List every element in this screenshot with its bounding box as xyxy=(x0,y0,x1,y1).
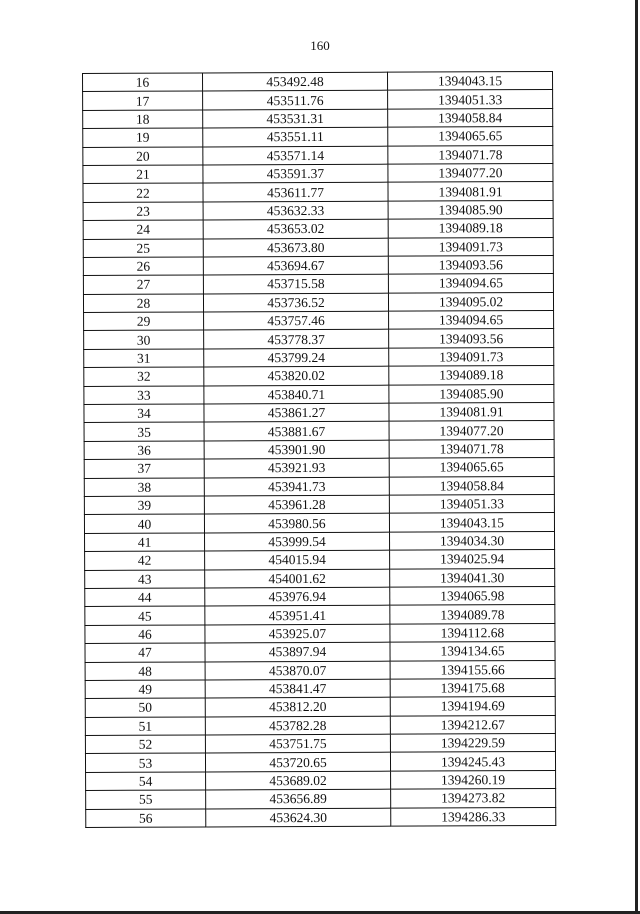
table-row xyxy=(85,715,555,735)
table-row xyxy=(86,789,556,809)
point-number-cell: 37 xyxy=(84,459,204,478)
table-row xyxy=(85,678,555,698)
point-number-cell: 40 xyxy=(84,514,204,533)
x-coordinate-cell: 453951.41 xyxy=(205,605,390,624)
y-coordinate-cell: 1394043.15 xyxy=(387,71,552,90)
y-coordinate-cell: 1394085.90 xyxy=(388,200,553,219)
y-coordinate-cell: 1394286.33 xyxy=(391,807,556,826)
table-row xyxy=(83,274,553,294)
x-coordinate-cell: 453870.07 xyxy=(205,661,390,680)
x-coordinate-cell: 453925.07 xyxy=(205,624,390,643)
x-coordinate-cell: 453820.02 xyxy=(204,366,389,385)
point-number-cell: 35 xyxy=(84,422,204,441)
point-number-cell: 43 xyxy=(85,570,205,589)
table-row xyxy=(84,439,554,459)
table-row xyxy=(83,182,553,202)
y-coordinate-cell: 1394065.65 xyxy=(388,127,553,146)
y-coordinate-cell: 1394194.69 xyxy=(390,697,555,716)
y-coordinate-cell: 1394093.56 xyxy=(389,329,554,348)
y-coordinate-cell: 1394089.18 xyxy=(389,366,554,385)
table-row xyxy=(85,531,555,551)
y-coordinate-cell: 1394175.68 xyxy=(390,678,555,697)
table-row xyxy=(84,458,554,478)
table-row xyxy=(83,237,553,257)
point-number-cell: 45 xyxy=(85,606,205,625)
x-coordinate-cell: 453656.89 xyxy=(206,789,391,808)
point-number-cell: 46 xyxy=(85,625,205,644)
point-number-cell: 18 xyxy=(83,110,203,129)
y-coordinate-cell: 1394034.30 xyxy=(390,531,555,550)
y-coordinate-cell: 1394112.68 xyxy=(390,623,555,642)
x-coordinate-cell: 453799.24 xyxy=(204,348,389,367)
table-row xyxy=(83,90,553,110)
x-coordinate-cell: 453961.28 xyxy=(204,495,389,514)
x-coordinate-cell: 453778.37 xyxy=(204,330,389,349)
point-number-cell: 53 xyxy=(85,753,205,772)
table-row xyxy=(85,697,555,717)
point-number-cell: 47 xyxy=(85,643,205,662)
point-number-cell: 28 xyxy=(83,294,203,313)
x-coordinate-cell: 453611.77 xyxy=(203,183,388,202)
table-row xyxy=(85,550,555,570)
x-coordinate-cell: 453624.30 xyxy=(206,808,391,827)
page-edge-right xyxy=(635,0,638,914)
table-row xyxy=(85,642,555,662)
y-coordinate-cell: 1394043.15 xyxy=(389,513,554,532)
coordinate-table xyxy=(82,71,556,828)
x-coordinate-cell: 453861.27 xyxy=(204,403,389,422)
x-coordinate-cell: 453782.28 xyxy=(205,716,390,735)
point-number-cell: 42 xyxy=(85,551,205,570)
y-coordinate-cell: 1394089.78 xyxy=(390,605,555,624)
y-coordinate-cell: 1394065.98 xyxy=(390,586,555,605)
y-coordinate-cell: 1394071.78 xyxy=(389,439,554,458)
point-number-cell: 33 xyxy=(84,386,204,405)
table-row xyxy=(85,734,555,754)
y-coordinate-cell: 1394041.30 xyxy=(390,568,555,587)
point-number-cell: 50 xyxy=(85,698,205,717)
y-coordinate-cell: 1394051.33 xyxy=(388,90,553,109)
y-coordinate-cell: 1394058.84 xyxy=(389,476,554,495)
table-row xyxy=(85,752,555,772)
y-coordinate-cell: 1394273.82 xyxy=(391,789,556,808)
point-number-cell: 55 xyxy=(86,790,206,809)
page-number: 160 xyxy=(310,38,330,53)
table-row xyxy=(83,127,553,147)
point-number-cell: 39 xyxy=(84,496,204,515)
point-number-cell: 54 xyxy=(86,772,206,791)
table-row xyxy=(85,623,555,643)
x-coordinate-cell: 454001.62 xyxy=(205,569,390,588)
x-coordinate-cell: 453897.94 xyxy=(205,642,390,661)
point-number-cell: 38 xyxy=(84,478,204,497)
point-number-cell: 30 xyxy=(84,330,204,349)
y-coordinate-cell: 1394093.56 xyxy=(388,255,553,274)
y-coordinate-cell: 1394081.91 xyxy=(388,182,553,201)
x-coordinate-cell: 453653.02 xyxy=(203,219,388,238)
x-coordinate-cell: 453571.14 xyxy=(203,146,388,165)
y-coordinate-cell: 1394229.59 xyxy=(390,734,555,753)
table-row xyxy=(84,513,554,533)
y-coordinate-cell: 1394155.66 xyxy=(390,660,555,679)
point-number-cell: 29 xyxy=(84,312,204,331)
y-coordinate-cell: 1394051.33 xyxy=(389,494,554,513)
point-number-cell: 51 xyxy=(85,717,205,736)
point-number-cell: 34 xyxy=(84,404,204,423)
y-coordinate-cell: 1394260.19 xyxy=(391,770,556,789)
table-row xyxy=(84,347,554,367)
y-coordinate-cell: 1394094.65 xyxy=(388,274,553,293)
y-coordinate-cell: 1394077.20 xyxy=(389,421,554,440)
table-row xyxy=(86,807,556,827)
point-number-cell: 26 xyxy=(83,257,203,276)
point-number-cell: 23 xyxy=(83,202,203,221)
table-row xyxy=(83,292,553,312)
y-coordinate-cell: 1394094.65 xyxy=(389,311,554,330)
point-number-cell: 41 xyxy=(85,533,205,552)
x-coordinate-cell: 453736.52 xyxy=(203,293,388,312)
x-coordinate-cell: 453841.47 xyxy=(205,679,390,698)
x-coordinate-cell: 453492.48 xyxy=(203,72,388,91)
x-coordinate-cell: 453511.76 xyxy=(203,91,388,110)
x-coordinate-cell: 453689.02 xyxy=(206,771,391,790)
point-number-cell: 16 xyxy=(83,73,203,92)
x-coordinate-cell: 453751.75 xyxy=(205,734,390,753)
point-number-cell: 24 xyxy=(83,220,203,239)
table-row xyxy=(84,476,554,496)
point-number-cell: 32 xyxy=(84,367,204,386)
table-row xyxy=(85,660,555,680)
y-coordinate-cell: 1394058.84 xyxy=(388,108,553,127)
x-coordinate-cell: 453980.56 xyxy=(204,514,389,533)
point-number-cell: 44 xyxy=(85,588,205,607)
x-coordinate-cell: 453921.93 xyxy=(204,458,389,477)
y-coordinate-cell: 1394245.43 xyxy=(390,752,555,771)
table-row xyxy=(83,145,553,165)
table-row xyxy=(85,586,555,606)
x-coordinate-cell: 453673.80 xyxy=(203,238,388,257)
table-row xyxy=(85,605,555,625)
table-row xyxy=(84,421,554,441)
x-coordinate-cell: 453999.54 xyxy=(205,532,390,551)
x-coordinate-cell: 453812.20 xyxy=(205,697,390,716)
y-coordinate-cell: 1394091.73 xyxy=(388,237,553,256)
y-coordinate-cell: 1394065.65 xyxy=(389,458,554,477)
x-coordinate-cell: 453551.11 xyxy=(203,127,388,146)
x-coordinate-cell: 453694.67 xyxy=(203,256,388,275)
y-coordinate-cell: 1394091.73 xyxy=(389,347,554,366)
y-coordinate-cell: 1394071.78 xyxy=(388,145,553,164)
x-coordinate-cell: 453720.65 xyxy=(205,753,390,772)
point-number-cell: 25 xyxy=(83,238,203,257)
table-row xyxy=(83,255,553,275)
point-number-cell: 48 xyxy=(85,661,205,680)
point-number-cell: 52 xyxy=(85,735,205,754)
point-number-cell: 49 xyxy=(85,680,205,699)
point-number-cell: 27 xyxy=(83,275,203,294)
table-row xyxy=(84,402,554,422)
table-row xyxy=(83,219,553,239)
x-coordinate-cell: 453531.31 xyxy=(203,109,388,128)
y-coordinate-cell: 1394134.65 xyxy=(390,642,555,661)
point-number-cell: 20 xyxy=(83,147,203,166)
table-row xyxy=(86,770,556,790)
point-number-cell: 22 xyxy=(83,183,203,202)
x-coordinate-cell: 453976.94 xyxy=(205,587,390,606)
point-number-cell: 36 xyxy=(84,441,204,460)
table-row xyxy=(83,163,553,183)
x-coordinate-cell: 453881.67 xyxy=(204,422,389,441)
x-coordinate-cell: 453757.46 xyxy=(204,311,389,330)
table-row xyxy=(84,366,554,386)
x-coordinate-cell: 453941.73 xyxy=(204,477,389,496)
x-coordinate-cell: 453591.37 xyxy=(203,164,388,183)
x-coordinate-cell: 453632.33 xyxy=(203,201,388,220)
y-coordinate-cell: 1394025.94 xyxy=(390,550,555,569)
point-number-cell: 21 xyxy=(83,165,203,184)
y-coordinate-cell: 1394081.91 xyxy=(389,402,554,421)
table-row xyxy=(83,200,553,220)
table-row xyxy=(83,71,553,91)
y-coordinate-cell: 1394085.90 xyxy=(389,384,554,403)
point-number-cell: 31 xyxy=(84,349,204,368)
x-coordinate-cell: 453901.90 xyxy=(204,440,389,459)
table-row xyxy=(84,494,554,514)
y-coordinate-cell: 1394077.20 xyxy=(388,163,553,182)
table-row xyxy=(84,384,554,404)
coordinate-table-body xyxy=(83,71,556,827)
x-coordinate-cell: 453715.58 xyxy=(203,274,388,293)
table-row xyxy=(83,108,553,128)
point-number-cell: 19 xyxy=(83,128,203,147)
y-coordinate-cell: 1394212.67 xyxy=(390,715,555,734)
table-row xyxy=(84,329,554,349)
y-coordinate-cell: 1394089.18 xyxy=(388,219,553,238)
table-row xyxy=(84,311,554,331)
x-coordinate-cell: 454015.94 xyxy=(205,550,390,569)
x-coordinate-cell: 453840.71 xyxy=(204,385,389,404)
table-row xyxy=(85,568,555,588)
y-coordinate-cell: 1394095.02 xyxy=(388,292,553,311)
point-number-cell: 56 xyxy=(86,809,206,828)
point-number-cell: 17 xyxy=(83,91,203,110)
